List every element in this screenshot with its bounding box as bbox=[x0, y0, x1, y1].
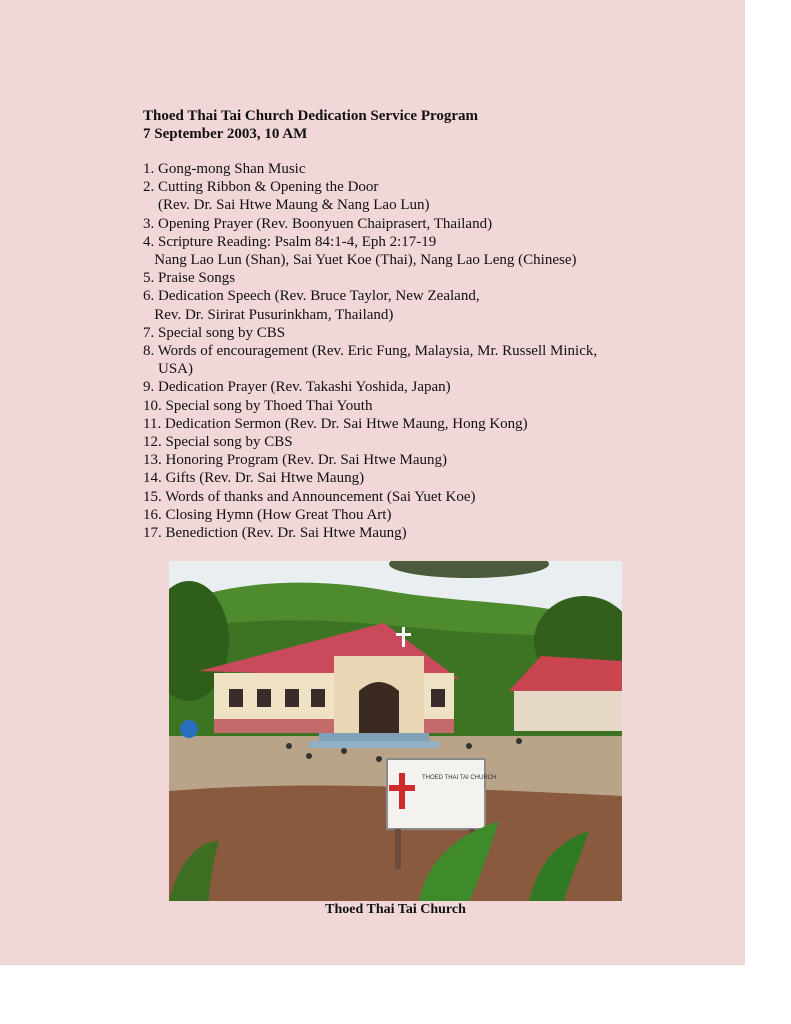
program-item: 14. Gifts (Rev. Dr. Sai Htwe Maung) bbox=[143, 470, 365, 487]
program-item: 11. Dedication Sermon (Rev. Dr. Sai Htwe Maung, Hong Kong) bbox=[143, 415, 528, 432]
program-item: 9. Dedication Prayer (Rev. Takashi Yoshida, Japan) bbox=[143, 379, 451, 396]
program-item: 6. Dedication Speech (Rev. Bruce Taylor, New Zealand, bbox=[143, 288, 480, 305]
program-item: USA) bbox=[143, 361, 194, 378]
program-item: 12. Special song by CBS bbox=[143, 434, 293, 451]
program-item: 2. Cutting Ribbon & Opening the Door bbox=[143, 179, 379, 196]
program-item: (Rev. Dr. Sai Htwe Maung & Nang Lao Lun) bbox=[143, 197, 430, 214]
program-item-list bbox=[143, 160, 597, 542]
program-item: 8. Words of encouragement (Rev. Eric Fung, Malaysia, Mr. Russell Minick, bbox=[143, 343, 598, 360]
program-item: 3. Opening Prayer (Rev. Boonyuen Chaiprasert, Thailand) bbox=[143, 215, 493, 232]
program-item: 13. Honoring Program (Rev. Dr. Sai Htwe Maung) bbox=[143, 452, 447, 469]
program-title: Thoed Thai Tai Church Dedication Service Program bbox=[143, 108, 479, 124]
program-item: 15. Words of thanks and Announcement (Sai Yuet Koe) bbox=[143, 488, 476, 505]
program-item: 16. Closing Hymn (How Great Thou Art) bbox=[143, 506, 392, 523]
sign-text: THOED THAI TAI CHURCH bbox=[422, 775, 497, 781]
program-item: 1. Gong-mong Shan Music bbox=[143, 161, 306, 177]
program-header bbox=[143, 107, 478, 143]
photo-caption: Thoed Thai Tai Church bbox=[325, 902, 466, 917]
program-item: Nang Lao Lun (Shan), Sai Yuet Koe (Thai), Nang Lao Leng (Chinese) bbox=[143, 252, 577, 269]
program-item: 17. Benediction (Rev. Dr. Sai Htwe Maung) bbox=[143, 525, 407, 542]
program-item: 5. Praise Songs bbox=[143, 270, 236, 287]
program-item: 7. Special song by CBS bbox=[143, 324, 286, 341]
church-photo bbox=[169, 561, 622, 901]
program-item: 4. Scripture Reading: Psalm 84:1-4, Eph 2:17-19 bbox=[143, 233, 437, 250]
program-date: 7 September 2003, 10 AM bbox=[143, 126, 308, 142]
program-item: Rev. Dr. Sirirat Pusurinkham, Thailand) bbox=[143, 306, 394, 323]
program-item: 10. Special song by Thoed Thai Youth bbox=[143, 397, 373, 414]
